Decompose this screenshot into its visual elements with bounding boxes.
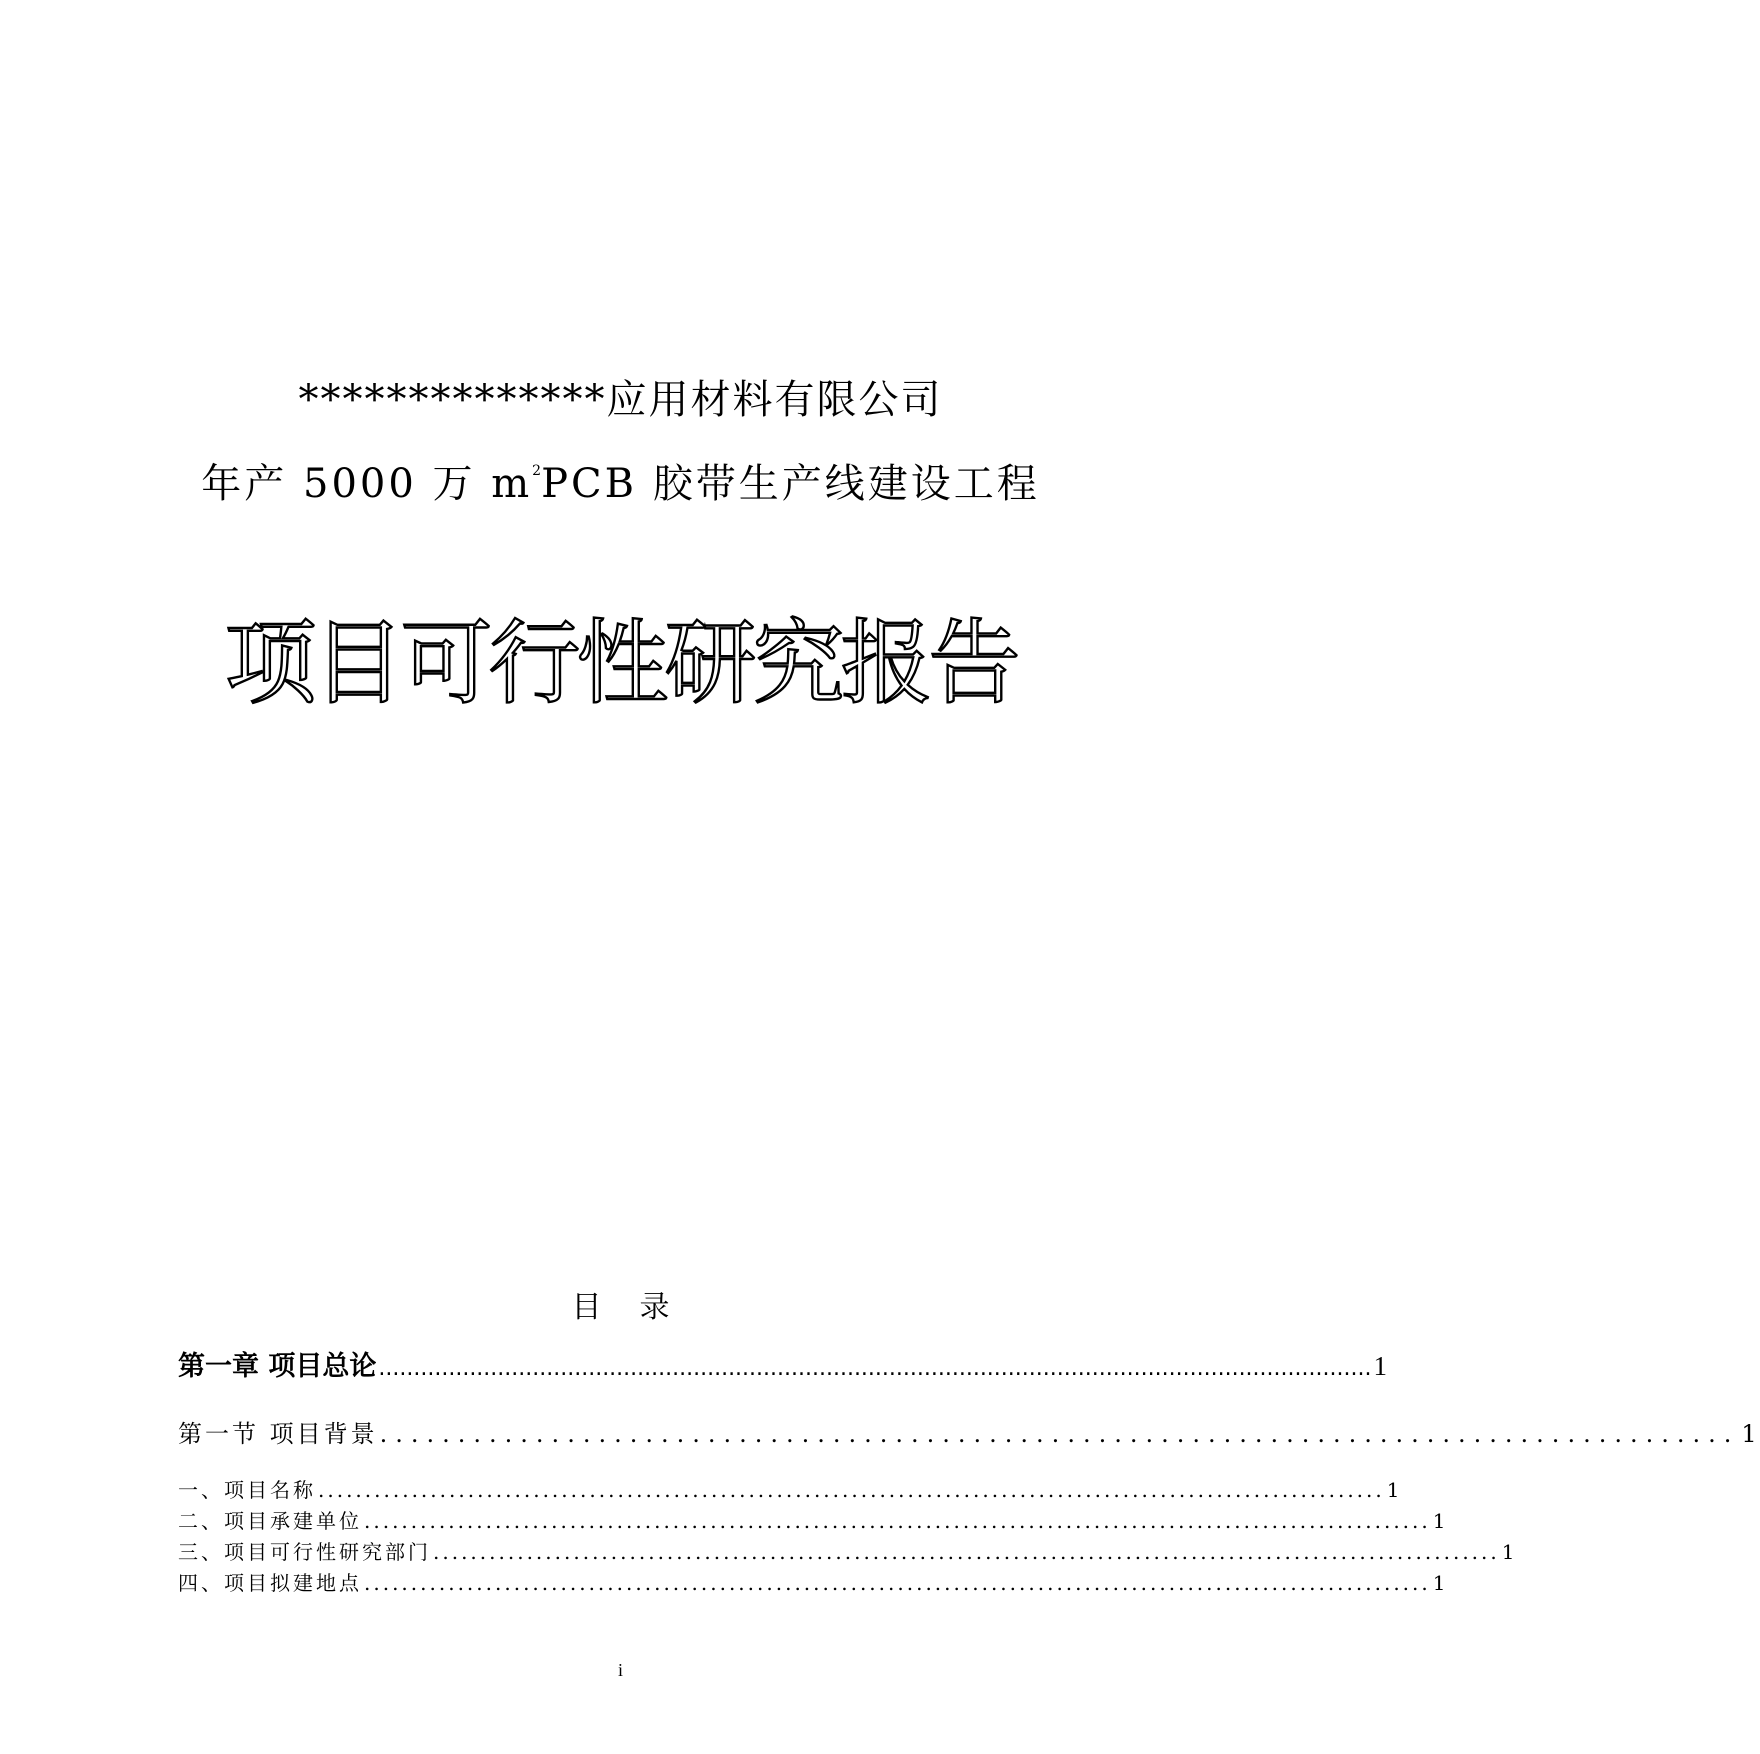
toc-item-entry[interactable] (178, 1505, 1449, 1534)
toc-entry-page: 1 (1432, 1509, 1449, 1533)
project-name (0, 452, 1241, 509)
toc-leader-dots: .............................................................................................................................................. (378, 1356, 1372, 1381)
toc-entry-label: 三、项目可行性研究部门 (178, 1540, 431, 1564)
toc-item-entry[interactable] (178, 1474, 1403, 1503)
toc-heading (0, 1282, 1241, 1326)
toc-entry-page: 1 (1432, 1571, 1449, 1595)
report-title: 项目可行性研究报告 (224, 610, 1017, 717)
toc-entry-page: 1 (1373, 1351, 1387, 1381)
project-name-prefix: 年产 5000 万 m (201, 461, 533, 507)
toc-leader-dots: ....................................................................................... (379, 1420, 1740, 1448)
toc-leader-dots: .................................................................................................................. (433, 1540, 1500, 1564)
toc-entry-label: 一、项目名称 (178, 1478, 316, 1502)
page-number: i (617, 1660, 623, 1680)
toc-item-entry[interactable] (178, 1536, 1518, 1565)
toc-entry-label: 二、项目承建单位 (178, 1509, 362, 1533)
toc-item-entry[interactable] (178, 1567, 1449, 1596)
toc-entry-page: 1 (1741, 1420, 1760, 1448)
toc-chapter-entry[interactable] (178, 1344, 1387, 1383)
toc-entry-page: 1 (1386, 1478, 1403, 1502)
toc-section-entry[interactable] (178, 1414, 1760, 1449)
project-name-suffix: PCB 胶带生产线建设工程 (541, 461, 1040, 507)
toc-entry-page: 1 (1501, 1540, 1518, 1564)
toc-entry-label: 第一节 项目背景 (178, 1420, 378, 1448)
company-name: **************应用材料有限公司 (298, 377, 943, 423)
toc-leader-dots: .................................................................................................................. (318, 1478, 1385, 1502)
toc-heading-right: 录 (639, 1290, 670, 1325)
toc-entry-label: 第一章 项目总论 (178, 1351, 377, 1382)
superscript-unit: 2 (532, 463, 542, 479)
toc-leader-dots: .................................................................................................................. (364, 1571, 1431, 1595)
toc-entry-label: 四、项目拟建地点 (178, 1571, 362, 1595)
toc-heading-left: 目 (571, 1290, 602, 1325)
toc-leader-dots: .................................................................................................................. (364, 1509, 1431, 1533)
